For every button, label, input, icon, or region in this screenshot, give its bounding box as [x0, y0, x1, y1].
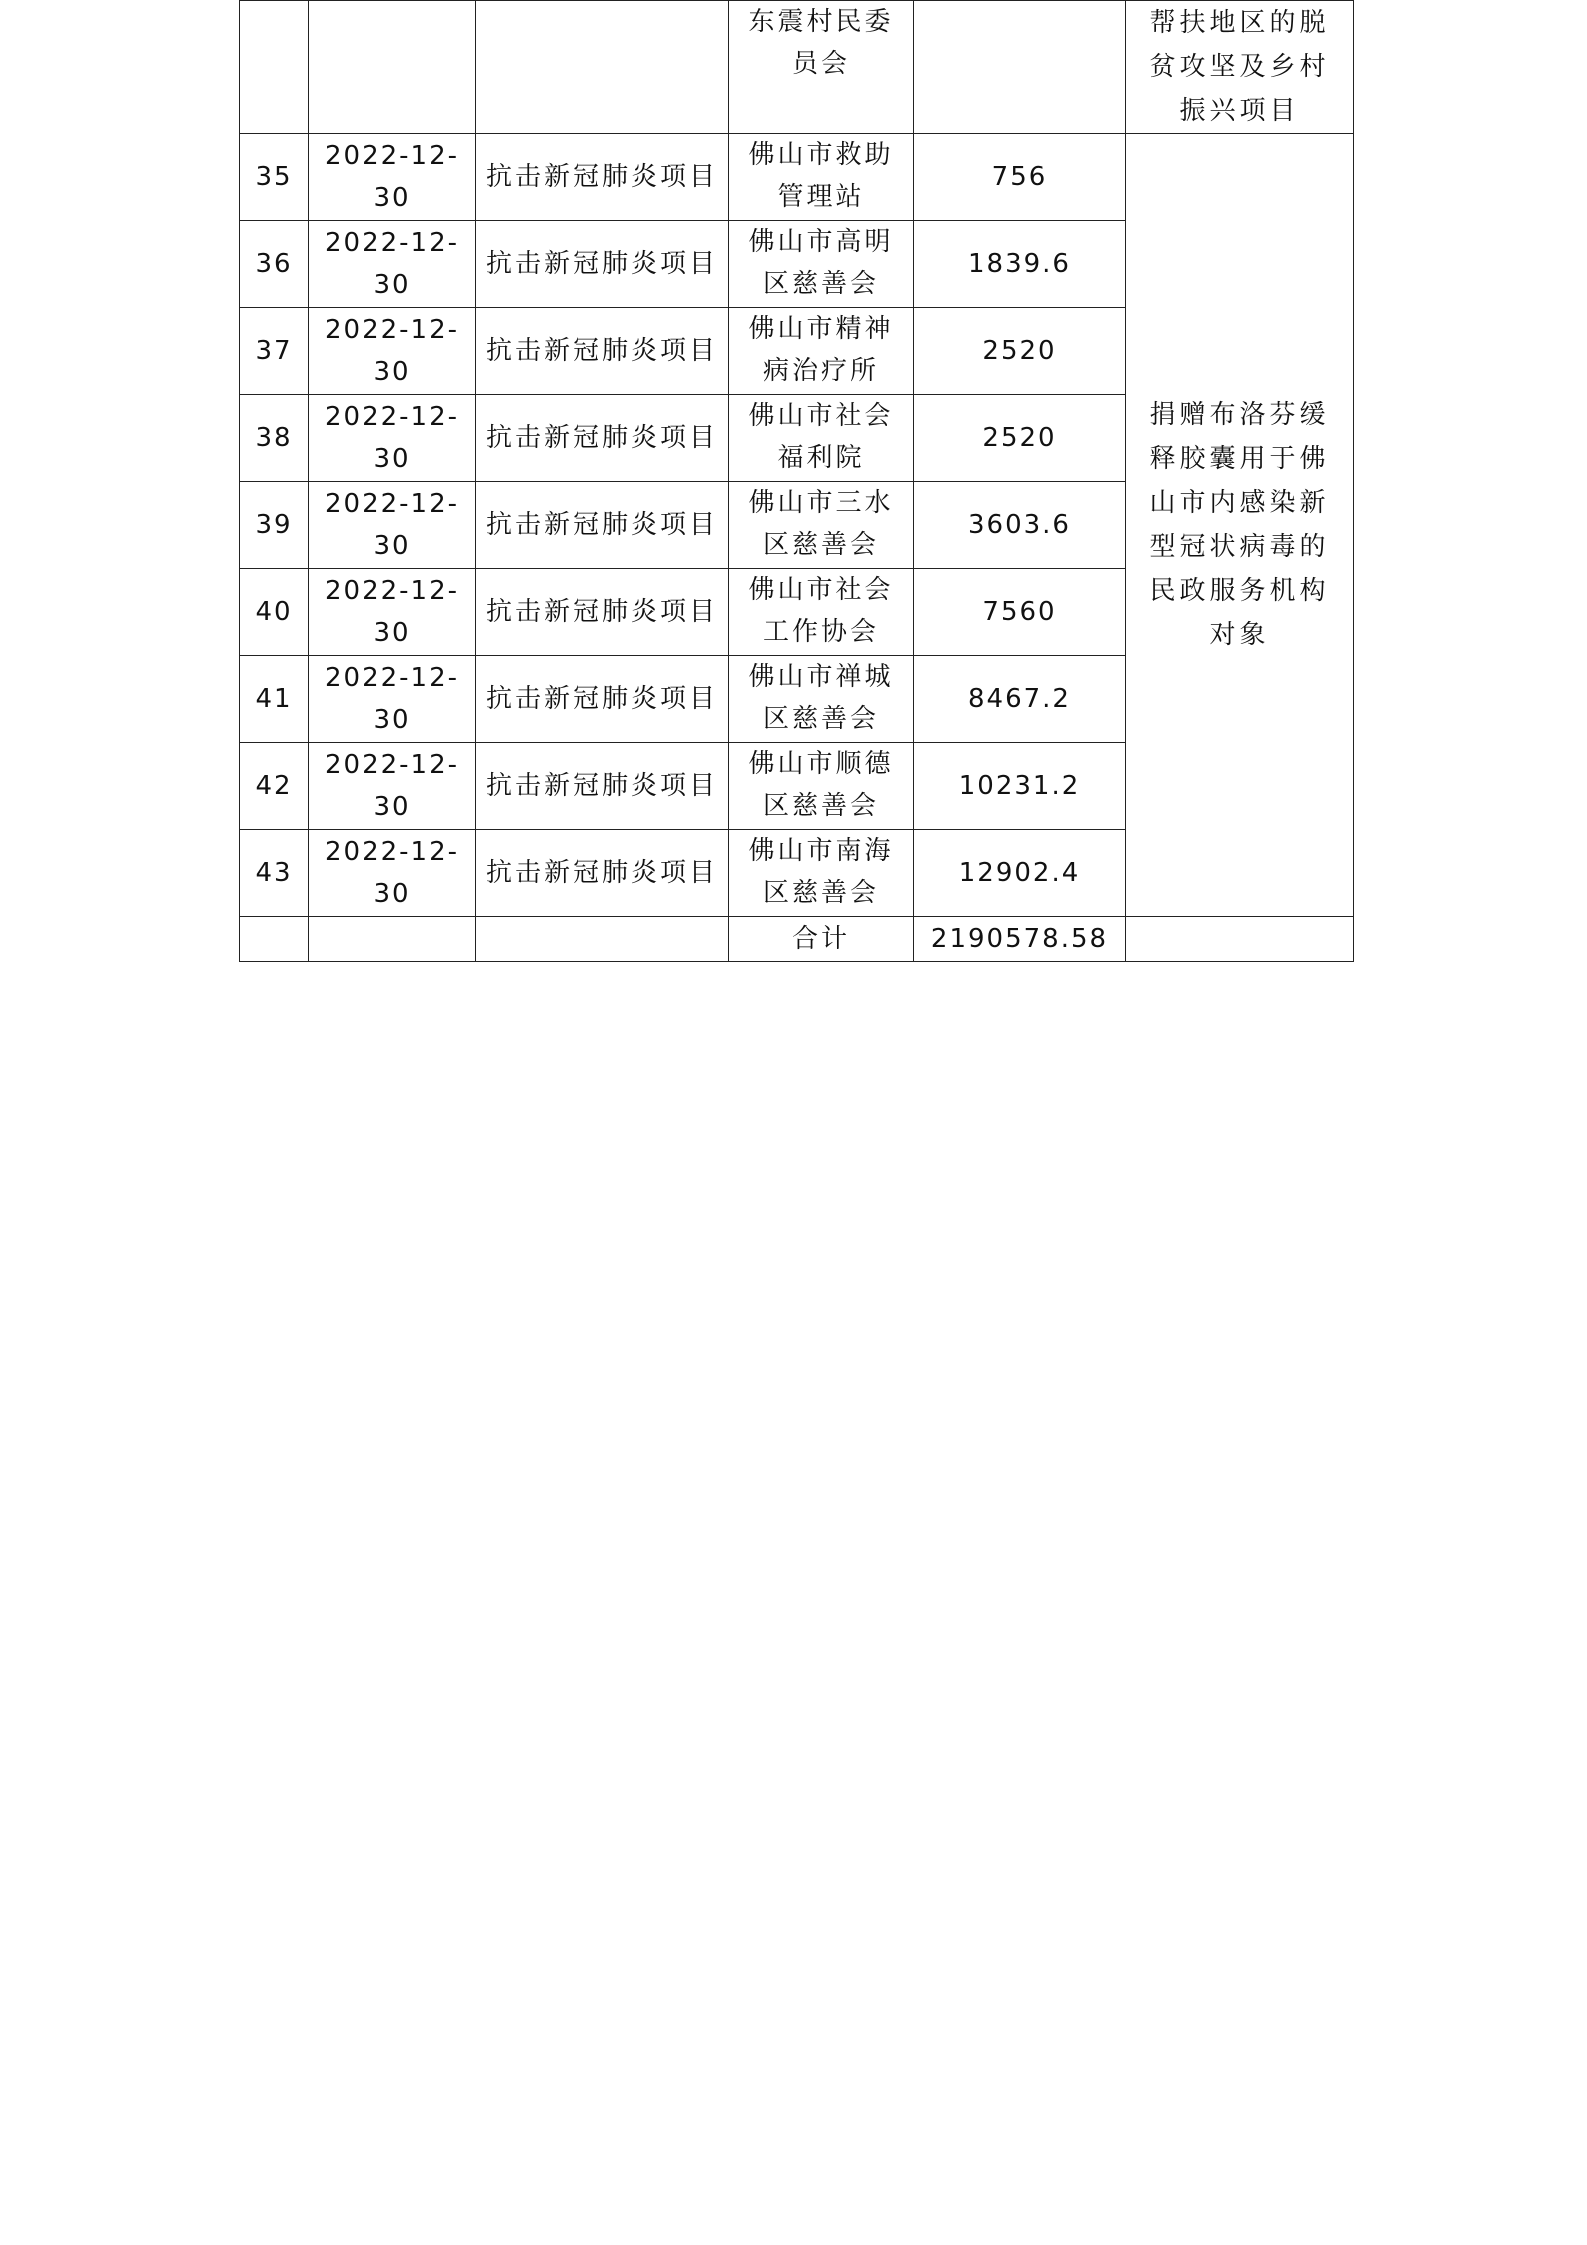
- cell-date: [309, 1, 476, 134]
- donation-table: [239, 0, 1354, 962]
- cell-recipient: 佛山市三水区慈善会: [729, 482, 914, 569]
- cell-project: [476, 1, 729, 134]
- cell-project: 抗击新冠肺炎项目: [476, 221, 729, 308]
- cell-usage: 帮扶地区的脱贫攻坚及乡村振兴项目: [1126, 1, 1354, 134]
- cell-project: 抗击新冠肺炎项目: [476, 743, 729, 830]
- cell-project: 抗击新冠肺炎项目: [476, 569, 729, 656]
- cell-amount: 2520: [914, 308, 1126, 395]
- total-label: 合计: [729, 917, 914, 962]
- cell-amount: 7560: [914, 569, 1126, 656]
- cell-date: [309, 917, 476, 962]
- cell-amount: [914, 1, 1126, 134]
- cell-usage: [1126, 917, 1354, 962]
- cell-project: 抗击新冠肺炎项目: [476, 830, 729, 917]
- cell-recipient: 东震村民委员会: [729, 1, 914, 134]
- cell-recipient: 佛山市南海区慈善会: [729, 830, 914, 917]
- cell-project: 抗击新冠肺炎项目: [476, 482, 729, 569]
- cell-date: 2022-12-30: [309, 656, 476, 743]
- cell-no: 35: [240, 134, 309, 221]
- cell-no: 42: [240, 743, 309, 830]
- cell-amount: 3603.6: [914, 482, 1126, 569]
- cell-date: 2022-12-30: [309, 395, 476, 482]
- cell-recipient: 佛山市精神病治疗所: [729, 308, 914, 395]
- cell-no: [240, 917, 309, 962]
- cell-recipient: 佛山市顺德区慈善会: [729, 743, 914, 830]
- cell-date: 2022-12-30: [309, 830, 476, 917]
- cell-amount: 8467.2: [914, 656, 1126, 743]
- cell-date: 2022-12-30: [309, 134, 476, 221]
- cell-no: 37: [240, 308, 309, 395]
- cell-date: 2022-12-30: [309, 221, 476, 308]
- cell-project: 抗击新冠肺炎项目: [476, 656, 729, 743]
- table-row: [240, 134, 1354, 221]
- cell-amount: 1839.6: [914, 221, 1126, 308]
- cell-date: 2022-12-30: [309, 482, 476, 569]
- cell-no: 40: [240, 569, 309, 656]
- cell-project: [476, 917, 729, 962]
- total-amount: 2190578.58: [914, 917, 1126, 962]
- cell-no: 36: [240, 221, 309, 308]
- table-row-total: [240, 917, 1354, 962]
- cell-no: 39: [240, 482, 309, 569]
- cell-project: 抗击新冠肺炎项目: [476, 308, 729, 395]
- cell-project: 抗击新冠肺炎项目: [476, 395, 729, 482]
- cell-date: 2022-12-30: [309, 569, 476, 656]
- cell-recipient: 佛山市高明区慈善会: [729, 221, 914, 308]
- cell-no: 43: [240, 830, 309, 917]
- table-row-continued: [240, 1, 1354, 134]
- cell-no: 41: [240, 656, 309, 743]
- cell-recipient: 佛山市救助管理站: [729, 134, 914, 221]
- cell-amount: 756: [914, 134, 1126, 221]
- cell-date: 2022-12-30: [309, 743, 476, 830]
- cell-recipient: 佛山市禅城区慈善会: [729, 656, 914, 743]
- cell-usage-merged: 捐赠布洛芬缓释胶囊用于佛山市内感染新型冠状病毒的民政服务机构对象: [1126, 134, 1354, 917]
- cell-project: 抗击新冠肺炎项目: [476, 134, 729, 221]
- cell-amount: 2520: [914, 395, 1126, 482]
- cell-recipient: 佛山市社会工作协会: [729, 569, 914, 656]
- cell-date: 2022-12-30: [309, 308, 476, 395]
- cell-no: [240, 1, 309, 134]
- cell-amount: 10231.2: [914, 743, 1126, 830]
- cell-amount: 12902.4: [914, 830, 1126, 917]
- cell-recipient: 佛山市社会福利院: [729, 395, 914, 482]
- cell-no: 38: [240, 395, 309, 482]
